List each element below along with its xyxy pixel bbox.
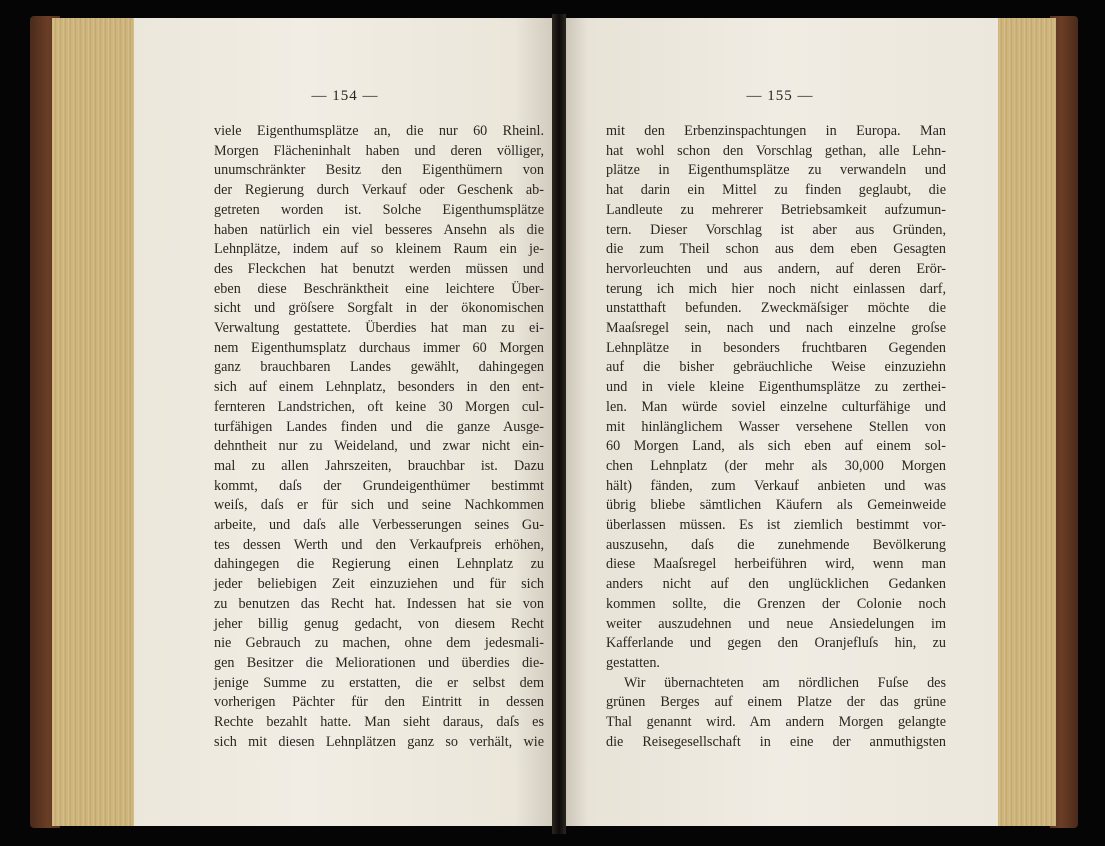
text-line: plätze in Eigenthumsplätze zu verwandeln und: [606, 162, 946, 179]
text-line: 60 Morgen Land, als sich eben auf einem sol-: [606, 438, 946, 455]
text-line: jenige Summe zu erstatten, die er selbst dem: [214, 674, 544, 691]
right-page-text: [606, 122, 946, 753]
text-line: überlassen müssen. Es ist ziemlich bestimmt vor-: [606, 517, 946, 534]
text-line: Lehnplätze, indem auf so kleinem Raum ein je-: [214, 241, 544, 258]
text-line: grünen Berges auf einem Platze der das grüne: [606, 694, 946, 711]
text-line: chen Lehnplatz (der mehr als 30,000 Morgen: [606, 457, 946, 474]
open-book: [30, 14, 1078, 834]
text-line: ganz brauchbaren Landes gewählt, dahingegen: [214, 359, 544, 376]
text-line: kommen sollte, die Grenzen der Colonie noch: [606, 595, 946, 612]
text-line: der Regierung durch Verkauf oder Geschenk ab-: [214, 182, 544, 199]
text-line: Lehnplätze in besonders fruchtbaren Gegenden: [606, 339, 946, 356]
text-line: nem Eigenthumsplatz durchaus immer 60 Morgen: [214, 339, 544, 356]
text-line: kommt, daſs der Grundeigenthümer bestimmt: [214, 477, 544, 494]
text-line: mit hinlänglichem Wasser versehene Stellen von: [606, 418, 946, 435]
text-line: getreten worden ist. Solche Eigenthumsplätze: [214, 201, 544, 218]
text-line: tern. Dieser Vorschlag ist aber aus Gründen,: [606, 221, 946, 238]
text-line: diese Maaſsregel herbeiführen wird, wenn man: [606, 556, 946, 573]
text-line: mit den Erbenzinspachtungen in Europa. Man: [606, 123, 946, 139]
text-line: Morgen Flächeninhalt haben und deren völliger,: [214, 142, 544, 159]
page-edges-right: [998, 18, 1056, 826]
text-line: terung ich mich hier noch nicht einlassen darf,: [606, 280, 946, 297]
text-line: mal zu allen Jahrszeiten, brauchbar ist. Dazu: [214, 457, 544, 474]
text-line: haben natürlich ein viel besseres Ansehn als die: [214, 221, 544, 238]
page-edges-left: [52, 18, 136, 826]
text-line: sich auf einem Lehnplatz, besonders in den ent-: [214, 379, 544, 396]
left-page: [134, 18, 556, 826]
text-line: len. Man würde soviel einzelne culturfähige und: [606, 398, 946, 415]
text-line: auf die bisher gebräuchliche Weise einzuziehn: [606, 359, 946, 376]
text-line: hält) fänden, zum Verkauf anbieten und was: [606, 477, 946, 494]
page-number-right: — 155 —: [746, 88, 814, 104]
left-page-text: [214, 122, 544, 753]
text-line: unumschränkter Besitz den Eigenthümern von: [214, 162, 544, 179]
text-line: Landleute zu mehrerer Betriebsamkeit aufzumun-: [606, 201, 946, 218]
text-line: hat darin ein Mittel zu finden geglaubt, die: [606, 182, 946, 199]
text-line: gestatten.: [606, 654, 660, 671]
text-line: übrig bliebe sämtlichen Käufern als Gemeinweide: [606, 497, 946, 514]
text-line: dahingegen die Regierung einen Lehnplatz zu: [214, 556, 544, 573]
text-line: Wir übernachteten am nördlichen Fuſse des: [624, 674, 946, 691]
text-line: weiter auszudehnen und neue Ansiedelungen im: [606, 615, 946, 632]
book-gutter: [552, 14, 566, 834]
text-line: des Fleckchen hat benutzt werden müssen und: [214, 260, 544, 277]
text-line: fernteren Landstrichen, oft keine 30 Morgen cul-: [214, 398, 544, 415]
text-line: vorherigen Pächter für den Eintritt in dessen: [214, 694, 544, 711]
text-line: unstatthaft befunden. Zweckmäſsiger möchte die: [606, 300, 946, 317]
text-line: Maaſsregel sein, nach und nach einzelne groſse: [606, 320, 946, 337]
text-line: turfähigen Landes finden und die ganze Ausge-: [214, 418, 544, 435]
text-line: nie Gebrauch zu machen, ohne dem jedesmali-: [214, 635, 544, 652]
text-line: und in viele kleine Eigenthumsplätze zu zerthei-: [606, 379, 946, 396]
text-line: tes dessen Werth und den Verkaufpreis erhöhen,: [214, 536, 544, 553]
text-line: Thal genannt wird. Am andern Morgen gelangte: [606, 714, 946, 731]
text-line: jeder beliebigen Zeit einzuziehen und für sich: [214, 576, 544, 593]
text-line: anders nicht auf den unglücklichen Gedanken: [606, 576, 946, 593]
text-line: die Reisegesellschaft in eine der anmuthigsten: [606, 733, 946, 750]
text-line: weiſs, daſs er für sich und seine Nachkommen: [214, 497, 544, 514]
text-line: sicht und gröſsere Sorgfalt in der ökonomischen: [214, 300, 544, 317]
text-line: viele Eigenthumsplätze an, die nur 60 Rheinl.: [214, 123, 544, 139]
text-line: Kafferlande und gegen den Oranjefluſs hin, zu: [606, 635, 946, 652]
text-line: hat wohl schon den Vorschlag gethan, alle Lehn-: [606, 142, 946, 159]
text-line: zu benutzen das Recht hat. Indessen hat sie von: [214, 595, 544, 612]
text-line: sich mit diesen Lehnplätzen ganz so verhält, wie: [214, 733, 544, 750]
text-line: gen Besitzer die Meliorationen und überdies die-: [214, 654, 544, 671]
text-line: jeher billig genug gedacht, von diesem Recht: [214, 615, 544, 632]
text-line: arbeite, und daſs alle Verbesserungen seines Gu-: [214, 517, 544, 534]
text-line: eben diese Beschränktheit eine leichtere Über-: [214, 280, 544, 297]
text-line: dehntheit nur zu Weideland, und zwar nicht ein-: [214, 438, 544, 455]
text-line: die zum Theil schon aus dem eben Gesagten: [606, 241, 946, 258]
page-number-left: — 154 —: [311, 88, 379, 104]
text-line: auszusehn, daſs die zunehmende Bevölkerung: [606, 536, 946, 553]
right-page: [562, 18, 998, 826]
text-line: Rechte bezahlt hatte. Man sieht daraus, daſs es: [214, 714, 544, 731]
text-line: Verwaltung gestattete. Überdies hat man zu ei-: [214, 320, 544, 337]
text-line: hervorleuchten und aus andern, auf deren Erör-: [606, 260, 946, 277]
